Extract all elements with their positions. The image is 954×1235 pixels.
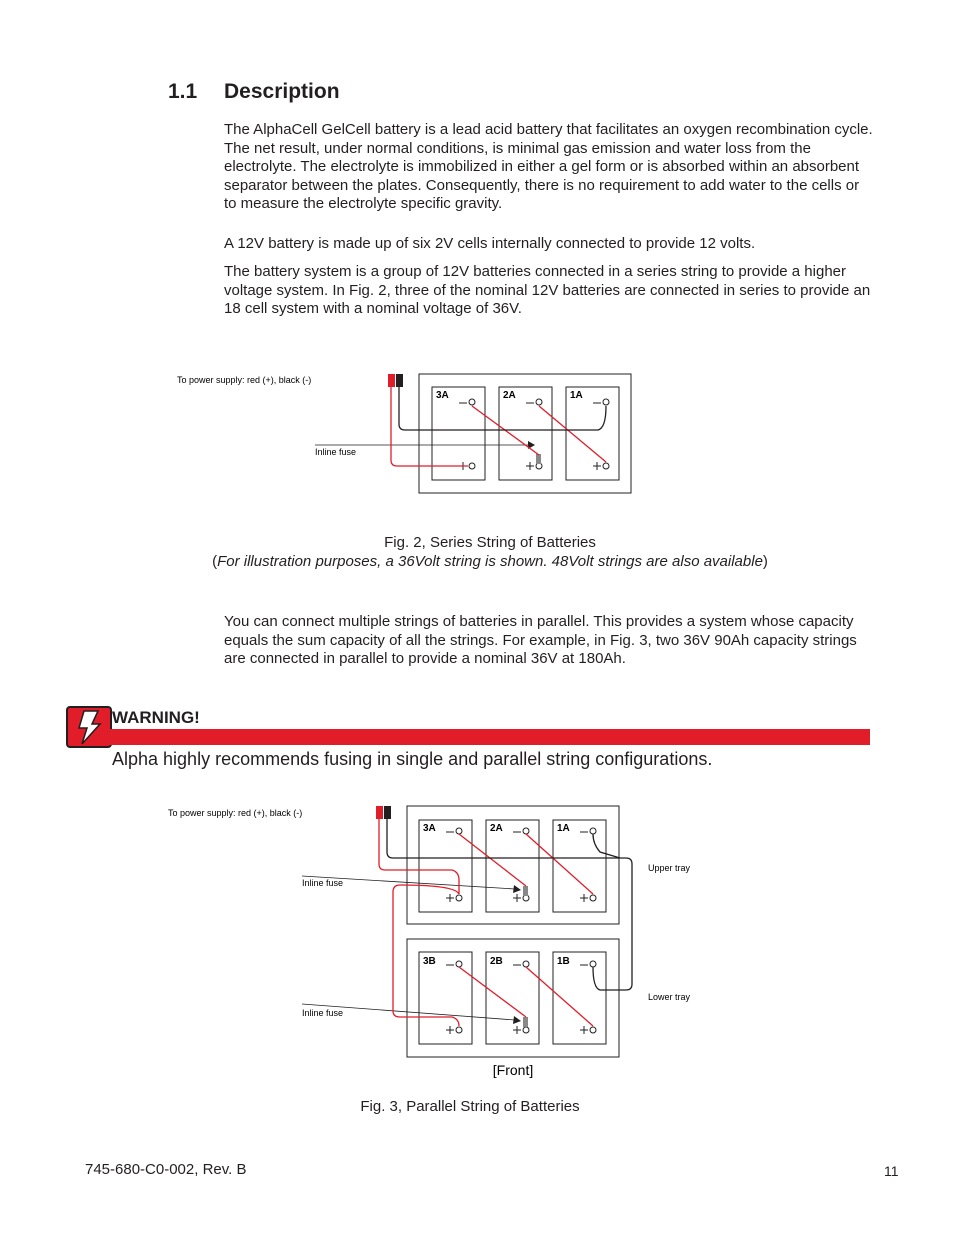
fig3-label-3a: 3A bbox=[423, 823, 436, 834]
paragraph-12v: A 12V battery is made up of six 2V cells internally connected to provide 12 volts. bbox=[224, 235, 756, 252]
warning-text: Alpha highly recommends fusing in single and parallel string configurations. bbox=[112, 749, 713, 769]
paragraph-parallel: You can connect multiple strings of batteries in parallel. This provides a system whose capacity equals the sum capacity of all the strings. For example, in Fig. 3, two 36V 90Ah capacity strings are connected in parallel to provide a nominal 36V at 180Ah. bbox=[224, 613, 857, 668]
fig3-red-lead-connector bbox=[376, 806, 383, 819]
fig2-label-2a: 2A bbox=[503, 390, 516, 401]
fig2-supply-label: To power supply: red (+), black (-) bbox=[177, 375, 312, 385]
fig3-upper-tray-label: Upper tray bbox=[648, 863, 691, 873]
fig3-lower-tray-label: Lower tray bbox=[648, 992, 691, 1002]
fig2-diagram bbox=[0, 360, 954, 500]
fig3-label-3b: 3B bbox=[423, 956, 436, 967]
fig3-label-2b: 2B bbox=[490, 956, 503, 967]
fig3-red-wire-3b-2b bbox=[459, 967, 526, 1017]
fig2-note: (For illustration purposes, a 36Volt string is shown. 48Volt strings are also available) bbox=[212, 553, 768, 570]
warning-title: WARNING! bbox=[112, 708, 200, 727]
fig2-red-lead-connector bbox=[388, 374, 395, 387]
paragraph-series: The battery system is a group of 12V batteries connected in a series string to provide a higher voltage system. In Fig. 2, three of the nominal 12V batteries are connected in series to provide an 18 cell system with a nominal voltage of 36V. bbox=[224, 263, 871, 318]
fig3-fuse-holder-lower bbox=[523, 1017, 528, 1027]
fig2-fuse-label: Inline fuse bbox=[315, 447, 357, 457]
fig3-front-label: [Front] bbox=[492, 1062, 534, 1078]
fig3-upper-tray bbox=[407, 806, 619, 924]
fig3-label-1a: 1A bbox=[557, 823, 570, 834]
fig2-red-wire-2a-1a bbox=[539, 406, 606, 462]
fig2-red-wire-positive bbox=[391, 387, 468, 466]
fig3-fuse-label-upper: Inline fuse bbox=[302, 878, 344, 888]
warning-bar bbox=[106, 729, 870, 745]
section-number: 1.1 bbox=[168, 80, 198, 103]
fig3-caption: Fig. 3, Parallel String of Batteries bbox=[360, 1098, 580, 1115]
fig2-tray bbox=[419, 374, 631, 493]
fig2-label-3a: 3A bbox=[436, 390, 449, 401]
section-title: Description bbox=[224, 80, 340, 103]
fig3-label-2a: 2A bbox=[490, 823, 503, 834]
fig3-lower-tray bbox=[407, 939, 619, 1057]
fig3-fuse-arrowhead-upper bbox=[513, 885, 521, 893]
fig2-black-lead-connector bbox=[396, 374, 403, 387]
fig3-terminals bbox=[446, 828, 596, 1034]
fig3-red-wire-2b-1b bbox=[526, 967, 593, 1026]
fig3-fuse-arrowhead-lower bbox=[513, 1016, 521, 1024]
fig2-fuse-holder bbox=[536, 454, 541, 464]
section-heading bbox=[168, 80, 340, 104]
footer-doc-number: 745-680-C0-002, Rev. B bbox=[85, 1161, 247, 1178]
fig3-fuse-label-lower: Inline fuse bbox=[302, 1008, 344, 1018]
fig3-red-wire-3a-2a bbox=[459, 834, 526, 886]
fig3-diagram bbox=[0, 795, 954, 1085]
fig3-black-lead-connector bbox=[384, 806, 391, 819]
paragraph-intro: The AlphaCell GelCell battery is a lead acid battery that facilitates an oxygen recombination cycle. The net result, under normal conditions, is minimal gas emission and water loss from the electrolyte. The electrolyte is immobilized in either a gel form or is absorbed within an absorbent separator between the plates. Consequently, there is no requirement to add water to the cells or to measure the electrolyte specific gravity. bbox=[224, 121, 873, 213]
footer-page-number: 11 bbox=[884, 1163, 899, 1179]
fig3-label-1b: 1B bbox=[557, 956, 570, 967]
fig3-red-wire-2a-1a bbox=[526, 834, 593, 894]
fig3-fuse-holder-upper bbox=[523, 886, 528, 896]
fig2-caption: Fig. 2, Series String of Batteries bbox=[384, 534, 596, 551]
fig2-terminals bbox=[459, 399, 609, 470]
fig2-label-1a: 1A bbox=[570, 390, 583, 401]
fig3-supply-label: To power supply: red (+), black (-) bbox=[168, 808, 303, 818]
